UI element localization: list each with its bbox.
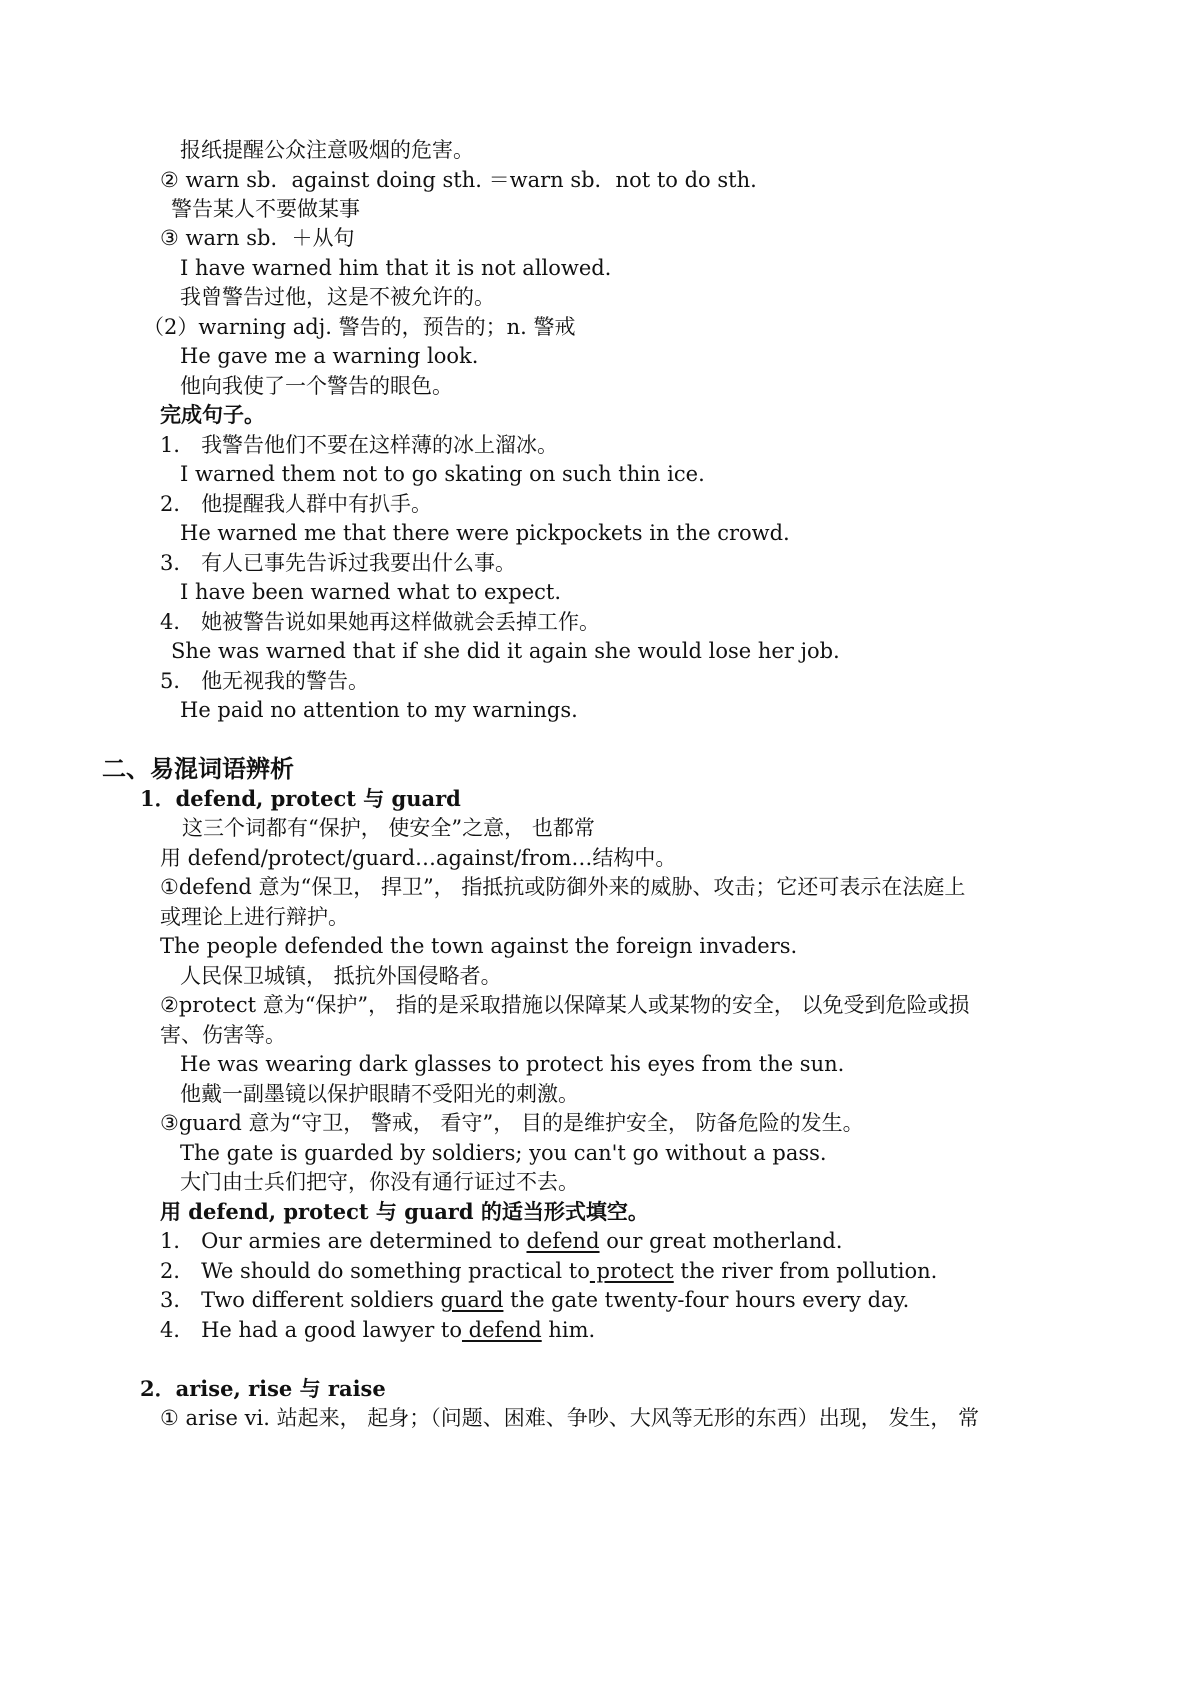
exercise-item-zh xyxy=(160,668,369,694)
fill-answer: protect xyxy=(589,1259,674,1283)
exercise-item-zh xyxy=(160,432,558,458)
exercise-item-en: He paid no attention to my warnings. xyxy=(180,698,578,722)
exercise-item-zh xyxy=(160,491,432,517)
fill-item xyxy=(160,1228,857,1254)
text-line: 或理论上进行辩护。 xyxy=(160,905,349,929)
item-number: 3． xyxy=(160,1288,195,1312)
text-line: 害、伤害等。 xyxy=(160,1023,286,1047)
exercise-item-en: I have been warned what to expect. xyxy=(180,580,561,604)
text-line: 我曾警告过他，这是不被允许的。 xyxy=(180,285,495,309)
item-chinese: 我警告他们不要在这样薄的冰上溜冰。 xyxy=(201,433,559,457)
fill-item xyxy=(160,1317,595,1343)
exercise-item-zh xyxy=(160,550,516,576)
text-line: ① arise vi. 站起来， 起身；（问题、困难、争吵、大风等无形的东西）出现， 发生， 常 xyxy=(160,1406,980,1430)
fill-item xyxy=(160,1287,909,1313)
item-chinese: 他提醒我人群中有扒手。 xyxy=(201,492,433,516)
fill-text-after: the gate twenty-four hours every day. xyxy=(503,1288,910,1312)
text-line: ② warn sb．against doing sth. ＝warn sb．not to do sth. xyxy=(160,168,757,192)
item-number: 3． xyxy=(160,551,195,575)
fill-item xyxy=(160,1258,937,1284)
example-en: The people defended the town against the foreign invaders. xyxy=(160,934,798,958)
exercise-item-en: She was warned that if she did it again she would lose her job． xyxy=(171,639,855,663)
fill-text-before: He had a good lawyer to xyxy=(201,1318,462,1342)
text-line: 他向我使了一个警告的眼色。 xyxy=(180,374,453,398)
exercise-item-zh xyxy=(160,609,600,635)
item-number: 5． xyxy=(160,669,195,693)
item-chinese: 有人已事先告诉过我要出什么事。 xyxy=(201,551,517,575)
text-line: ①defend 意为“保卫， 捍卫”， 指抵抗或防御外来的威胁、攻击；它还可表示在法庭上 xyxy=(160,875,966,899)
fill-text-after: the river from pollution. xyxy=(673,1259,938,1283)
exercise-item-en: He warned me that there were pickpockets in the crowd． xyxy=(180,521,805,545)
item-number: 1． xyxy=(160,1229,195,1253)
fill-text-after: him. xyxy=(541,1318,596,1342)
fill-text-before: We should do something practical to xyxy=(201,1259,590,1283)
text-line: 报纸提醒公众注意吸烟的危害。 xyxy=(180,138,474,162)
item-number: 2． xyxy=(160,492,195,516)
item-number: 2． xyxy=(160,1259,195,1283)
fill-answer: defend xyxy=(526,1229,600,1253)
item-number: 4． xyxy=(160,610,195,634)
item-chinese: 他无视我的警告。 xyxy=(201,669,370,693)
item-number: 1． xyxy=(160,433,195,457)
fill-text-before: Our armies are determined to xyxy=(201,1229,527,1253)
exercise-heading: 完成句子。 xyxy=(160,402,265,427)
item-number: 4． xyxy=(160,1318,195,1342)
text-line: 警告某人不要做某事 xyxy=(171,197,360,221)
text-line: 这三个词都有“保护， 使安全”之意， 也都常 xyxy=(182,816,595,840)
section-title: 二、易混词语辨析 xyxy=(102,754,294,783)
fill-text-after: our great motherland． xyxy=(599,1229,857,1253)
text-line: ③guard 意为“守卫， 警戒， 看守”， 目的是维护安全， 防备危险的发生。 xyxy=(160,1111,864,1135)
text-line: ③ warn sb．＋从句 xyxy=(160,226,355,250)
example-zh: 他戴一副墨镜以保护眼睛不受阳光的刺激。 xyxy=(180,1082,579,1106)
text-line: He gave me a warning look. xyxy=(180,344,479,368)
fill-heading: 用 defend, protect 与 guard 的适当形式填空。 xyxy=(160,1199,649,1224)
text-line: ②protect 意为“保护”， 指的是采取措施以保障某人或某物的安全， 以免受到危险或损 xyxy=(160,993,970,1017)
item-chinese: 她被警告说如果她再这样做就会丢掉工作。 xyxy=(201,610,601,634)
example-zh: 人民保卫城镇， 抵抗外国侵略者。 xyxy=(180,964,502,988)
example-en: He was wearing dark glasses to protect his eyes from the sun. xyxy=(180,1052,845,1076)
fill-text-before: Two different soldiers xyxy=(201,1288,441,1312)
subsection-heading: 2．arise, rise 与 raise xyxy=(140,1376,386,1401)
text-line: 用 defend/protect/guard…against/from…结构中。 xyxy=(160,846,677,870)
fill-answer: defend xyxy=(461,1318,542,1342)
exercise-item-en: I warned them not to go skating on such thin ice. xyxy=(180,462,705,486)
subsection-heading: 1．defend, protect 与 guard xyxy=(140,786,461,811)
fill-answer: guard xyxy=(440,1288,504,1312)
example-en: The gate is guarded by soldiers; you can't go without a pass. xyxy=(180,1141,827,1165)
text-line: I have warned him that it is not allowed． xyxy=(180,256,626,280)
example-zh: 大门由士兵们把守，你没有通行证过不去。 xyxy=(180,1170,579,1194)
text-line: （2）warning adj. 警告的，预告的；n. 警戒 xyxy=(143,315,576,339)
